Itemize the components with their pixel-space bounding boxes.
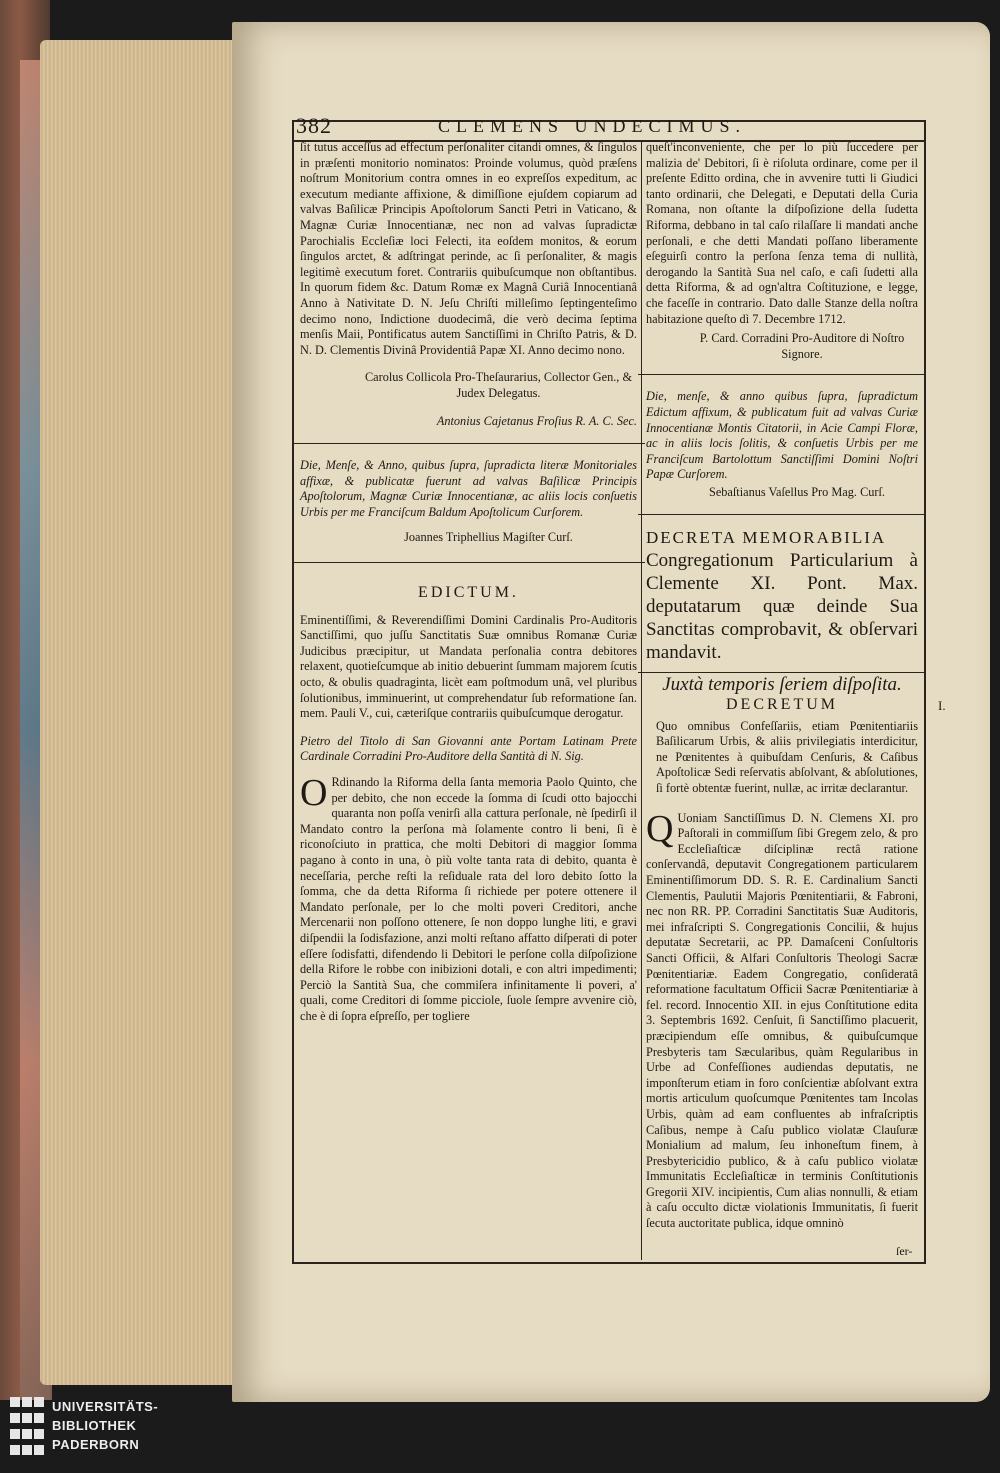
signature-collicola: Carolus Collicola Pro-Theſaurarius, Collector Gen., & Judex Delegatus. [364, 370, 633, 400]
affixion-note: Die, Menſe, & Anno, quibus ſupra, ſupradicta literæ Monitoriales affixæ, & publicatæ fuerunt ad valvas Baſilicæ Principis Apoſtolorum, Magnæ Curiæ Innocentianæ, ac aliis locis conſuetis Urbis per me Franciſcum Baldum Apoſtolicum Curſorem. [300, 458, 637, 519]
edictum-body-text: Rdinando la Riforma della ſanta memoria Paolo Quinto, che per debito, che non eccede la ſomma di ſcudi otto bajocchi quaranta non poſſa venirſi alla cattura perſonale, nè ſpedirſi il Mandato contro la perſona mà ſolamente contro li beni, ſi è riconoſciuto in prattica, che molti Debitori di maggior ſomma pagano à conto in una, ò più volte tanta rata di debito, quanta è neceſſaria, perche reſti la reſiduale rata del loro debito ſotto la ſomma, che da detta Riforma ſi richiede per potere ottenere il Mandato perſonale, per lo che molti poveri Creditori, anche Mercenarii non poſſono ottenere, ſe non doppo lunghe liti, e gravi diſpendii la ſodisfazione, anzi molti reſtano affatto diſperati di poter eſſere ſodisfatti, difendendo li Debitori le perſone colla diſpoſizione della Rifore le robbe con inibizioni dotali, e con altri impedimenti; Perciò la Santità Sua, che commiſera infinitamente li poveri, a' quali, come Creditori di ſomme picciole, ſuole ſempre avvenire ciò, che è di ſopra eſpreſſo, per togliere [300, 775, 637, 1023]
edictum-continuation: queſt'inconveniente, che per lo più ſuccedere per malizia de' Debitori, ſi è riſoluta ordinare, come per il preſente Editto ordina, che in avvenire tutti li Giudici tanto ordinarii, che Delegati, e Deputati della Curia Romana, non oſtante la diſpoſizione della ſudetta Riforma, debbano in tal caſo rilaſſare li mandati anche perſonali, e che detti Mandati poſſano liberamente eſeguirſi contro la perſona ſenza tema di nullità, derogando la Santità Sua nel caſo, e caſi ſudetti alla detta Riforma, & ad ogn'altra Coſtituzione, e legge, che faceſſe in contrario. Dato dalle Stanze della noſtra habitazione queſto dì 7. Decembre 1712. [646, 140, 918, 326]
decreta-title: DECRETA MEMORABILIA [646, 528, 887, 548]
page-number: 382 [296, 113, 332, 138]
right-column [646, 140, 918, 1232]
section-divider [638, 374, 926, 375]
margin-number: I. [938, 698, 946, 713]
decretum-body-text: Uoniam Sanctiſſimus D. N. Clemens XI. pro Paſtorali in commiſſum ſibi Gregem zelo, & pro Eccleſiaſticæ diſciplinæ rectâ ratione conſervandâ, deputavit Congregationem particularem Eminentiſſimorum DD. S. R. E. Cardinalium Sancti Clementis, Paulutii Majoris Pœnitentiarii, & Fabroni, nec non RR. PP. Corradini Sanctitatis Suæ Auditoris, mei infraſcripti S. Congregationis Concilii, & hujus deputatæ Secretarii, ac PP. Damaſceni Conſultoris Sancti Officii, & Alfari Conſultoris Theologi Sacræ Pœnitentiariæ. Eadem Congregatio, conſideratâ reformatione facultatum Officii Sacræ Pœnitentiariæ à fel. record. Innocentio XII. in ejus Conſtitutione edita 3. Septembris 1692. Cenſuit, ſi Sanctiſſimo placuerit, præcipiendum eſſe omnibus, & quibuſcumque Presbyteris tam Sæcularibus, quàm Regularibus in Urbe ad Confeſſiones audiendas deputatis, ne imponſterum etiam in foro conſcientiæ abſolvant extra mortis articulum quoſcumque Pœnitentes tam Incolas Urbis, quàm ad eam confluentes ab infraſcriptis Caſibus, nempe à Caſu publico violatæ Clauſuræ Monialium ad malum, ſeu inhoneſtum finem, à Presbytericidio publico, & à caſu publico violatæ Immunitatis Eccleſiaſticæ in terminis Conſtitutionis Gregorii XIV. incipientis, Cum alias nonnulli, & etiam à caſu occulto dictæ violationis Immunitatis, ſi fuerit ſecuta auctoritate publica, idque omninò [646, 810, 918, 1231]
library-line-1: UNIVERSITÄTS- [52, 1399, 159, 1414]
running-head: CLEMENS UNDECIMUS. [438, 116, 747, 136]
monitorium-text: ſit tutus acceſſus ad effectum perſonaliter citandi omnes, & ſingulos in præſenti monitorio nominatos: Proinde volumus, quòd præſens noſtrum Monitorium contra omnes in eo expreſſos expeditum, ac executum mediante affixione, & dimiſſione ejuſdem copiarum ad valvas Baſilicæ Principis Apoſtolorum Sancti Petri in Vaticano, & Magnæ Curiæ Innocentianæ, nec non ad valvas ſupradictæ Parochialis Eccleſiæ loci Felecti, ita eoſdem monitos, & eorum ſingulos arctet, & adſtringat perinde, ac ſi perſonaliter, & magis legitimè executum foret. Contrariis quibuſcumque non obſtantibus. In quorum fidem &c. Datum Romæ ex Magnâ Curiâ Innocentianâ Anno à Nativitate D. N. Jeſu Chriſti milleſimo ſeptingenteſimo decimo nono, Indictione duodecimâ, die verò decima ſeptima menſis Maii, Pontificatus autem Sanctiſſimi in Chriſto Patris, & D. N. D. Clementis Divinâ Providentiâ Papæ XI. Anno decimo nono. [300, 140, 637, 357]
library-logo-icon [10, 1397, 46, 1459]
affixion-note-right: Die, menſe, & anno quibus ſupra, ſupradictum Edictum affixum, & publicatum fuit ad valvas Curiæ Innocentianæ Montis Citatorii, in Acie Campi Floræ, ac in aliis locis ſolitis, & conſuetis Urbis per me Franciſcum Bartolottum Sanctiſſimi Domini Noſtri Papæ Curſorem. [646, 389, 918, 482]
page-edges [40, 40, 240, 1385]
section-divider [292, 562, 645, 563]
left-column [300, 140, 637, 1025]
section-divider [638, 514, 926, 515]
cardinal-title: Pietro del Titolo di San Giovanni ante Portam Latinam Prete Cardinale Corradini Pro-Auditore della Santità di N. Sig. [300, 733, 637, 764]
edictum-heading: EDICTUM. [418, 584, 519, 602]
signature-vasellus: Sebaſtianus Vaſellus Pro Mag. Curſ. [708, 484, 886, 499]
juxta-heading: Juxtà temporis ſeriem diſpoſita. [662, 674, 902, 696]
signature-triphellius: Joannes Triphellius Magiſter Curſ. [404, 530, 573, 545]
signature-frosius: Antonius Cajetanus Froſius R. A. C. Sec. [436, 413, 637, 428]
decretum-body [646, 807, 918, 1232]
section-divider [292, 443, 645, 444]
drop-cap: O [300, 772, 328, 814]
section-divider [638, 672, 926, 673]
decreta-subtitle: Congregationum Particularium à Clemente XI. Pont. Max. deputatarum quæ deinde Sua Sanctitas comprobavit, & obſervari mandavit. [646, 550, 918, 664]
edictum-body [300, 772, 637, 1025]
signature-corradini: P. Card. Corradini Pro-Auditore di Noſtro Signore. [699, 331, 905, 361]
catchword: ſer- [896, 1244, 913, 1258]
library-name [52, 1397, 158, 1454]
library-line-2: BIBLIOTHEK [52, 1418, 137, 1433]
column-rule [641, 140, 642, 1260]
library-line-3: PADERBORN [52, 1437, 140, 1452]
decretum-heading: DECRETUM [726, 696, 838, 714]
decretum-summary: Quo omnibus Confeſſariis, etiam Pœnitentiariis Baſilicarum Urbis, & aliis privilegiatis interdicitur, ne Pœnitentes à quibuſdam Cenſuris, & Caſibus Apoſtolicæ Sedi reſervatis abſolvant, & abſolutiones, ſi fortè obtentæ fuerint, nullæ, ac irritæ declarantur. [656, 718, 918, 796]
edictum-summary: Eminentiſſimi, & Reverendiſſimi Domini Cardinalis Pro-Auditoris Sanctiſſimi, quo juſſu Sanctitatis Suæ omnibus Romanæ Curiæ Judicibus præcipitur, ut Mandata perſonalia contra debitores relaxent, quotieſcumque ab initio debuerint ſummam majorem ſcutis octo, & obulis quadraginta, licèt eam poſtmodum unâ, vel pluribus ſolutionibus, imminuerint, ut comprehendatur ſub reformatione ſan. mem. Pauli V., cui, cæteriſque contrariis quibuſcumque derogatur. [300, 612, 637, 721]
drop-cap: Q [646, 807, 674, 850]
